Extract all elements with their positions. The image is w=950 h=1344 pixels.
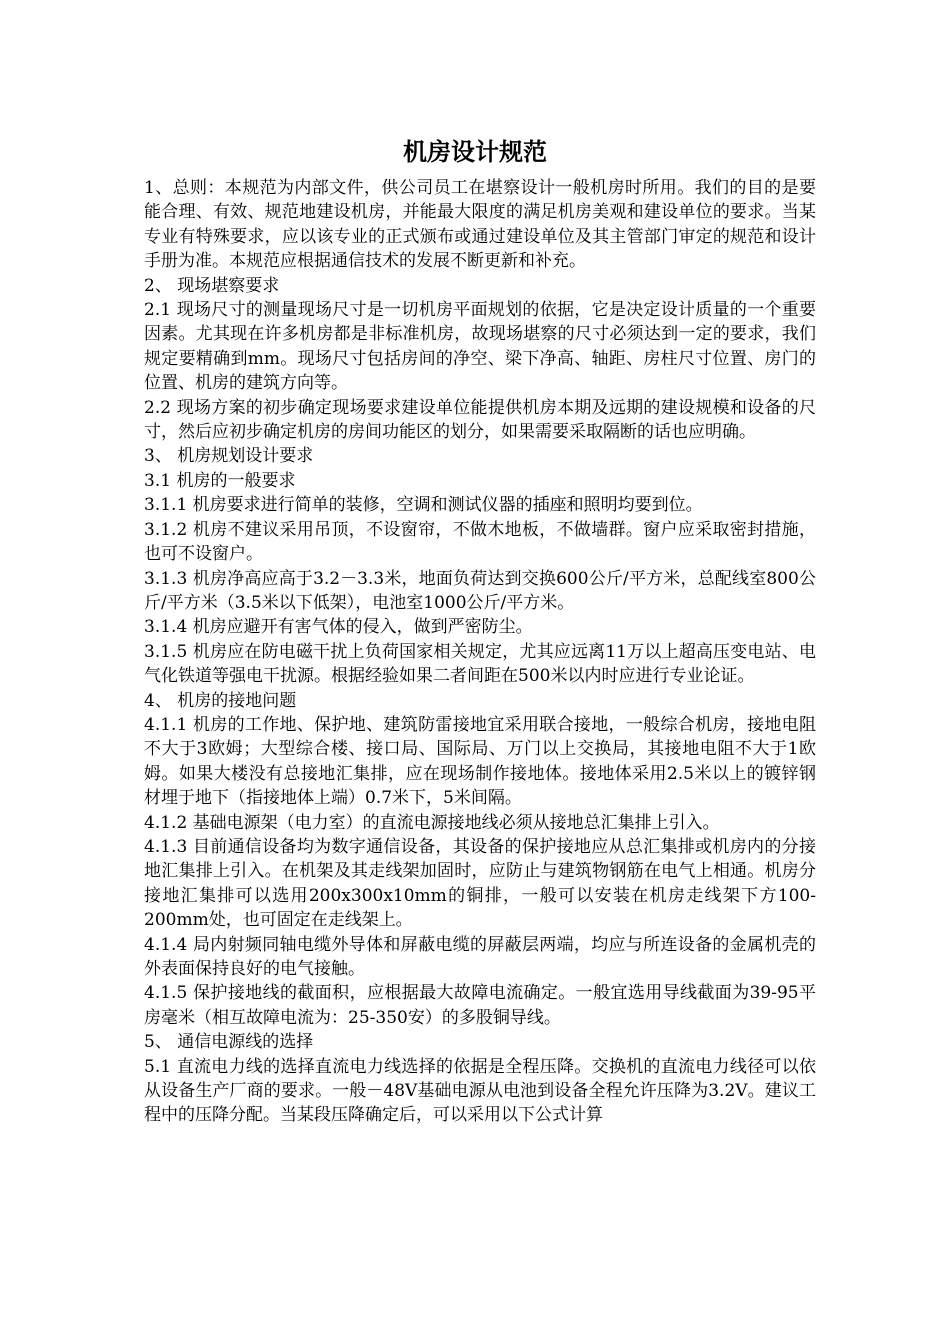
- paragraph: 4.1.2 基础电源架（电力室）的直流电源接地线必须从接地总汇集排上引入。: [144, 812, 720, 833]
- paragraph: 3.1.4 机房应避开有害气体的侵入，做到严密防尘。: [144, 617, 533, 638]
- document-body: [144, 176, 816, 1128]
- subsection-heading: 3.1 机房的一般要求: [144, 470, 296, 491]
- paragraph: 2.1 现场尺寸的测量现场尺寸是一切机房平面规划的依据，它是决定设计质量的一个重要因素。尤其现在许多机房都是非标准机房，故现场堪察的尺寸必须达到一定的要求，我们规定要精确到mm。现场尺寸包括房间的净空、梁下净高、轴距、房柱尺寸位置、房门的位置、机房的建筑方向等。: [144, 300, 816, 394]
- section-heading: 2、 现场堪察要求: [144, 275, 280, 296]
- document-title: 机房设计规范: [403, 138, 547, 166]
- paragraph: 2.2 现场方案的初步确定现场要求建设单位能提供机房本期及远期的建设规模和设备的尺寸，然后应初步确定机房的房间功能区的划分，如果需要采取隔断的话也应明确。: [144, 397, 816, 443]
- section-heading: 3、 机房规划设计要求: [144, 446, 314, 467]
- section-heading: 4、 机房的接地问题: [144, 690, 297, 711]
- section-heading: 5、 通信电源线的选择: [144, 1032, 314, 1053]
- paragraph: 3.1.1 机房要求进行简单的装修，空调和测试仪器的插座和照明均要到位。: [144, 495, 703, 516]
- paragraph: 4.1.3 目前通信设备均为数字通信设备，其设备的保护接地应从总汇集排或机房内的分接地汇集排上引入。在机架及其走线架加固时，应防止与建筑物钢筋在电气上相通。机房分接地汇集排可以选用200x300x10mm的铜排，一般可以安装在机房走线架下方100-200mm处，也可固定在走线架上。: [144, 836, 816, 931]
- paragraph: 3.1.5 机房应在防电磁干扰上负荷国家相关规定，尤其应远离11万以上超高压变电站、电气化铁道等强电干扰源。根据经验如果二者间距在500米以内时应进行专业论证。: [144, 641, 816, 687]
- paragraph: 4.1.5 保护接地线的截面积，应根据最大故障电流确定。一般宜选用导线截面为39-95平房毫米（相互故障电流为：25-350安）的多股铜导线。: [144, 983, 816, 1028]
- paragraph: 5.1 直流电力线的选择直流电力线选择的依据是全程压降。交换机的直流电力线径可以依从设备生产厂商的要求。一般－48V基础电源从电池到设备全程允许压降为3.2V。建议工程中的压降分配。当某段压降确定后，可以采用以下公式计算: [144, 1056, 816, 1126]
- paragraph: 4.1.4 局内射频同轴电缆外导体和屏蔽电缆的屏蔽层两端，均应与所连设备的金属机壳的外表面保持良好的电气接触。: [144, 934, 816, 979]
- paragraph: 4.1.1 机房的工作地、保护地、建筑防雷接地宜采用联合接地，一般综合机房，接地电阻不大于3欧姆；大型综合楼、接口局、国际局、万门以上交换局，其接地电阻不大于1欧姆。如果大楼没有总接地汇集排，应在现场制作接地体。接地体采用2.5米以上的镀锌钢材埋于地下（指接地体上端）0.7米下，5米间隔。: [144, 714, 816, 809]
- paragraph: 3.1.3 机房净高应高于3.2－3.3米，地面负荷达到交换600公斤/平方米，总配线室800公斤/平方米（3.5米以下低架），电池室1000公斤/平方米。: [144, 568, 816, 613]
- paragraph: 3.1.2 机房不建议采用吊顶，不设窗帘，不做木地板，不做墙群。窗户应采取密封措施，也可不设窗户。: [144, 519, 816, 565]
- paragraph: 1、总则：本规范为内部文件，供公司员工在堪察设计一般机房时所用。我们的目的是要能合理、有效、规范地建设机房，并能最大限度的满足机房美观和建设单位的要求。当某专业有特殊要求，应以该专业的正式颁布或通过建设单位及其主管部门审定的规范和设计手册为准。本规范应根据通信技术的发展不断更新和补充。: [144, 178, 816, 272]
